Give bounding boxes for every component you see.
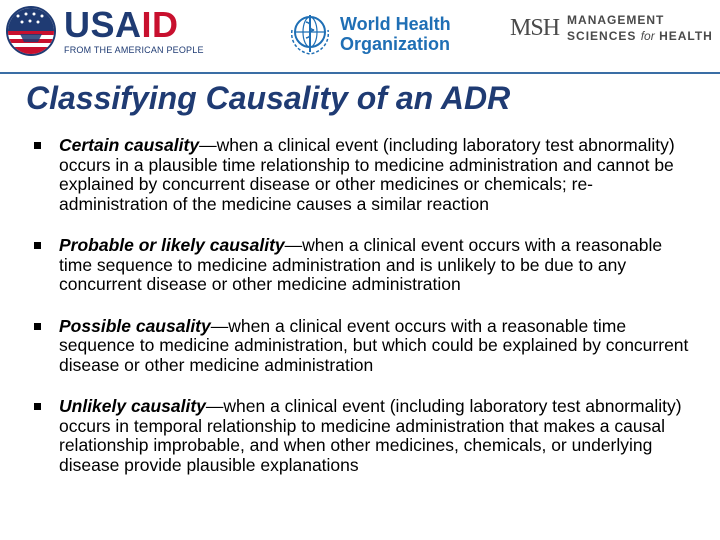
usaid-seal-icon bbox=[6, 6, 56, 56]
bullet-text: —when a clinical event occurs with a reasonable time sequence to medicine administration and is unlikely to be due to any concurrent disease or other medicine administration bbox=[59, 235, 663, 294]
bullet-list bbox=[34, 136, 694, 497]
bullet-text: —when a clinical event (including laboratory test abnormality) occurs in a plausible time relationship to medicine administration and cannot be explained by concurrent disease or other medicines or chemicals; re-administration of the medicine causes a similar reaction bbox=[59, 135, 675, 214]
bullet-term: Certain causality bbox=[59, 135, 200, 155]
bullet-possible bbox=[34, 317, 694, 376]
usaid-wordmark: USAID bbox=[64, 4, 179, 45]
logo-header bbox=[0, 0, 720, 70]
header-divider bbox=[0, 72, 720, 74]
bullet-unlikely bbox=[34, 397, 694, 475]
square-bullet-icon bbox=[34, 403, 41, 410]
bullet-text: —when a clinical event occurs with a reasonable time sequence to medicine administration, but which could be explained by concurrent disease or other medicine administration bbox=[59, 315, 689, 375]
who-logo bbox=[286, 10, 451, 58]
bullet-term: Probable or likely causality bbox=[59, 235, 285, 255]
bullet-term: Unlikely causality bbox=[59, 396, 206, 416]
usaid-tagline: FROM THE AMERICAN PEOPLE bbox=[64, 45, 204, 55]
square-bullet-icon bbox=[34, 323, 41, 330]
usaid-logo bbox=[6, 6, 204, 56]
msh-mark: MSH bbox=[510, 14, 560, 41]
msh-logo bbox=[510, 12, 713, 44]
square-bullet-icon bbox=[34, 242, 41, 249]
bullet-term: Possible causality bbox=[59, 315, 211, 336]
square-bullet-icon bbox=[34, 142, 41, 149]
bullet-text: —when a clinical event (including laboratory test abnormality) occurs in temporal relationship to medicine administration that makes a causal relationship improbable, and when other medicines, chemicals, or underlying disease provide plausible explanations bbox=[59, 396, 682, 475]
who-name-line1: World Health bbox=[340, 14, 451, 34]
bullet-probable bbox=[34, 236, 694, 295]
msh-name-line1: MANAGEMENT bbox=[567, 13, 665, 27]
msh-name-line2: SCIENCES for HEALTH bbox=[567, 29, 713, 43]
slide-title: Classifying Causality of an ADR bbox=[26, 80, 511, 116]
bullet-certain bbox=[34, 136, 694, 214]
who-name-line2: Organization bbox=[340, 34, 451, 54]
who-emblem-icon bbox=[286, 10, 334, 58]
